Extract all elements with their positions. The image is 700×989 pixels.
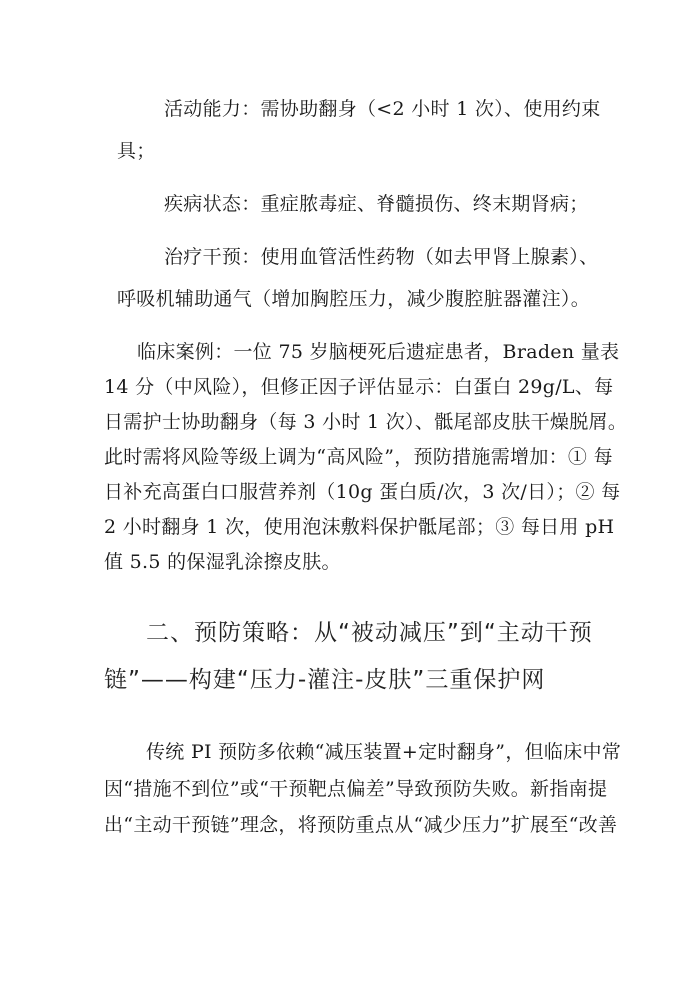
case-paragraph-line7: 值 5.5 的保湿乳涂擦皮肤。	[104, 551, 341, 573]
activity-item-line2: 具；	[117, 140, 156, 162]
activity-item-line1: 活动能力：需协助翻身（<2 小时 1 次）、使用约束	[164, 98, 601, 120]
case-paragraph-line3: 日需护士协助翻身（每 3 小时 1 次）、骶尾部皮肤干燥脱屑。	[104, 411, 628, 433]
case-paragraph-line6: 2 小时翻身 1 次，使用泡沫敷料保护骶尾部；③ 每日用 pH	[104, 516, 615, 538]
case-paragraph-line2: 14 分（中风险），但修正因子评估显示：白蛋白 29g/L、每	[104, 376, 614, 398]
case-paragraph-line4: 此时需将风险等级上调为“高风险”，预防措施需增加：① 每	[104, 446, 613, 468]
intro-paragraph-line3: 出“主动干预链”理念，将预防重点从“减少压力”扩展至“改善	[104, 814, 618, 836]
case-paragraph-line1: 临床案例：一位 75 岁脑梗死后遗症患者，Braden 量表	[137, 341, 620, 363]
treatment-item-line1: 治疗干预：使用血管活性药物（如去甲肾上腺素）、	[164, 246, 599, 268]
intro-paragraph-line1: 传统 PI 预防多依赖“减压装置+定时翻身”，但临床中常	[146, 741, 622, 763]
section-heading-line2: 链”——构建“压力-灌注-皮肤”三重保护网	[104, 667, 546, 693]
case-paragraph-line5: 日补充高蛋白口服营养剂（10g 蛋白质/次，3 次/日）；② 每	[104, 481, 621, 503]
treatment-item-line2: 呼吸机辅助通气（增加胸腔压力，减少腹腔脏器灌注）。	[117, 288, 591, 310]
section-heading-line1: 二、预防策略：从“被动减压”到“主动干预	[146, 620, 593, 646]
disease-item: 疾病状态：重症脓毒症、脊髓损伤、终末期肾病；	[164, 193, 589, 215]
intro-paragraph-line2: 因“措施不到位”或“干预靶点偏差”导致预防失败。新指南提	[104, 778, 608, 800]
